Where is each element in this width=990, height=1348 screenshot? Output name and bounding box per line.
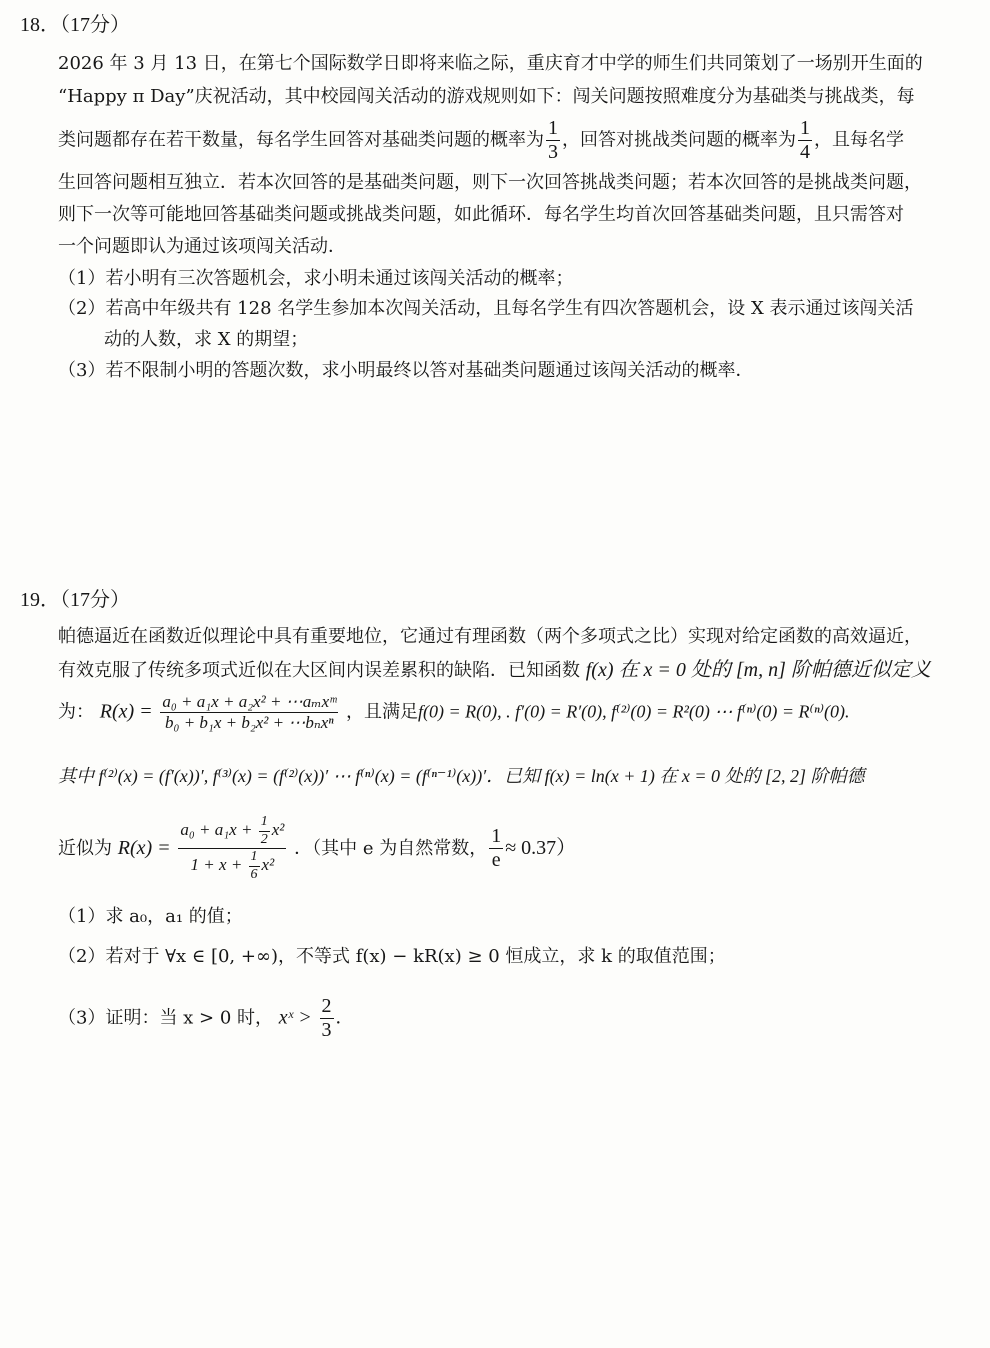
q19-sub-3-end: ．: [335, 1007, 354, 1029]
q19-line-3: [58, 693, 850, 732]
q19-e-frac: $\frac{1}{e}$: [491, 825, 502, 872]
q19-R2-half: $\frac{1}{2}$: [260, 814, 268, 847]
q19-line-5-note-end: ≈ 0.37）: [505, 836, 577, 859]
q19-line-2b: f(x) 在 x = 0 处的 [m, n] 阶帕德近似定义: [585, 659, 931, 681]
q18-line-2: “Happy π Day”庆祝活动，其中校园闯关活动的游戏规则如下：闯关问题按照难度分为基础类与挑战类，每: [58, 86, 915, 107]
q19-R-lhs: R(x) =: [99, 700, 153, 723]
q19-line-2: [58, 660, 931, 680]
q18-sub-2a: （2）若高中年级共有 128 名学生参加本次闯关活动，且每名学生有四次答题机会，设 X 表示通过该闯关活: [58, 298, 914, 319]
q18-frac-basic: $\frac{1}{3}$: [548, 117, 558, 163]
q18-line-6: 一个问题即认为通过该项闯关活动．: [58, 236, 346, 257]
q19-sub-3-frac: $\frac{2}{3}$: [321, 995, 332, 1041]
q18-line-3a: 类问题都存在若干数量，每名学生回答对基础类问题的概率为: [58, 129, 544, 151]
q18-header: 18．（17分）: [20, 14, 130, 36]
q18-line-3c: ，且每名学: [814, 129, 904, 151]
q19-line-3-cond-label: ，且满足: [346, 701, 419, 723]
q19-R2-lhs: R(x) =: [117, 836, 171, 859]
q19-R2-sixth: $\frac{1}{6}$: [250, 849, 258, 883]
q19-line-1: 帕德逼近在函数近似理论中具有重要地位，它通过有理函数（两个多项式之比）实现对给定函数的高效逼近，: [58, 626, 922, 647]
q19-line-5: [58, 815, 576, 883]
q18-sub-2b: 动的人数，求 X 的期望；: [104, 329, 309, 350]
q19-sub-3a: （3）证明：当 x > 0 时，: [58, 1007, 274, 1029]
q19-line-4: 其中 f⁽²⁾(x) = (f′(x))′, f⁽³⁾(x) = (f⁽²⁾(x))′ ⋯ f⁽ⁿ⁾(x) = (f⁽ⁿ⁻¹⁾(x))′．已知 f(x) = ln(x + 1) 在 x = 0 处的 [2, 2] 阶帕德: [58, 766, 865, 786]
q18-line-4: 生回答问题相互独立．若本次回答的是基础类问题，则下一次回答挑战类问题；若本次回答的是挑战类问题，: [58, 172, 922, 193]
q19-R2-fraction: a₀ + a₁x + $\frac{1}{2}$ x² 1 + x + $\frac{1}{6}$ x²: [180, 814, 285, 883]
q18-sub-1: （1）若小明有三次答题机会，求小明未通过该闯关活动的概率；: [58, 268, 574, 289]
q19-sub-1: （1）求 a₀，a₁ 的值；: [58, 906, 243, 927]
q19-line-3-prefix: 为：: [58, 701, 94, 723]
q19-sub-3-expr: xˣ >: [278, 1006, 312, 1029]
q19-sub-2: （2）若对于 ∀x ∈ [0, +∞)，不等式 f(x) − kR(x) ≥ 0 恒成立，求 k 的取值范围；: [58, 946, 726, 967]
q18-line-5: 则下一次等可能地回答基础类问题或挑战类问题，如此循环．每名学生均首次回答基础类问题，且只需答对: [58, 204, 904, 225]
q18-line-3b: ，回答对挑战类问题的概率为: [562, 129, 796, 151]
q19-line-3-cond: f(0) = R(0), . f′(0) = R′(0), f⁽²⁾(0) = R²(0) ⋯ f⁽ⁿ⁾(0) = R⁽ⁿ⁾(0).: [418, 701, 850, 722]
q18-line-3: [58, 118, 904, 163]
q19-line-5-prefix: 近似为: [58, 837, 112, 859]
q19-R-fraction: $\frac{\text{a₀ + a₁x + a₂x² + ⋯aₘxᵐ}}{\text{b₀ + b₁x + b₂x² + ⋯bₙxⁿ}}$: [162, 692, 337, 732]
q18-sub-3: （3）若不限制小明的答题次数，求小明最终以答对基础类问题通过该闯关活动的概率．: [58, 360, 754, 381]
q19-sub-3: [58, 996, 354, 1041]
q19-line-2a: 有效克服了传统多项式近似在大区间内误差累积的缺陷．已知函数: [58, 660, 580, 681]
q18-line-1: 2026 年 3 月 13 日，在第七个国际数学日即将来临之际，重庆育才中学的师生们共同策划了一场别开生面的: [58, 53, 923, 74]
q19-line-5-note: ．（其中 e 为自然常数，: [294, 837, 488, 859]
q19-header: 19．（17分）: [20, 589, 130, 611]
q18-frac-challenge: $\frac{1}{4}$: [800, 117, 810, 163]
